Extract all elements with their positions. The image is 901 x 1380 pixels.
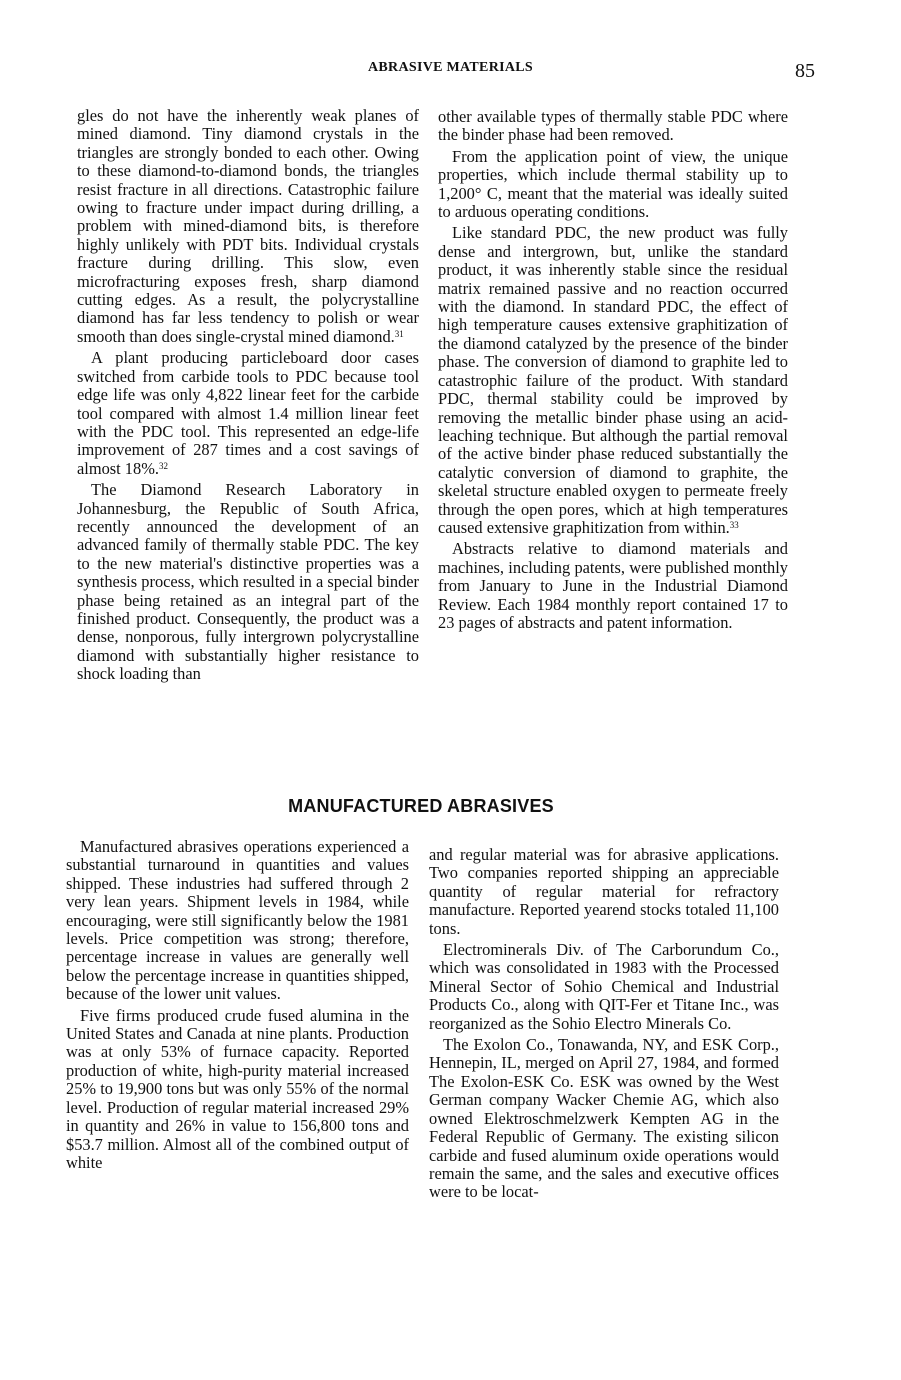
running-title: ABRASIVE MATERIALS xyxy=(367,60,533,75)
paragraph: A plant producing particleboard door cases switched from carbide tools to PDC because tool edge life was only 4,822 linear feet for the carbide tool compared with almost 1.4 million linear feet with the PDC tool. This represented an edge-life improvement of 287 times and a cost savings of almost 18%.$^{32}$ xyxy=(77,348,419,478)
footnote-ref: 33 xyxy=(729,519,739,530)
section2-right-column xyxy=(429,846,779,1205)
footnote-ref: 31 xyxy=(394,328,404,339)
paragraph: gles do not have the inherently weak planes of mined diamond. Tiny diamond crystals in the triangles are strongly bonded to each other. Owing to these diamond-to-diamond bonds, the triangles resist fracture in all directions. Catastrophic failure owing to fracture under impact during drilling, a problem with mined-diamond bits, is therefore highly unlikely with PDT bits. Individual crystals fracture during drilling. This slow, even microfracturing exposes fresh, sharp diamond cutting edges. As a result, the polycrystalline diamond has far less tendency to polish or wear smooth than does single-crystal mined diamond.$^{31}$ xyxy=(77,106,419,346)
paragraph: other available types of thermally stable PDC where the binder phase had been removed. xyxy=(438,107,788,145)
paragraph: Abstracts relative to diamond materials and machines, including patents, were published monthly from January to June in the Industrial Diamond Review. Each 1984 monthly report contained 17 to 23 pages of abstracts and patent information. xyxy=(438,539,788,632)
paragraph: and regular material was for abrasive applications. Two companies reported shipping an appreciable quantity of regular material for refractory manufacture. Reported yearend stocks totaled 11,100 tons. xyxy=(429,845,779,938)
section2-left-column xyxy=(66,838,409,1175)
paragraph: Manufactured abrasives operations experienced a substantial turnaround in quantities and values shipped. These industries had suffered through 2 very lean years. Shipment levels in 1984, while encouraging, were still significantly below the 1981 levels. Price competition was strong; therefore, percentage increase in values are generally well below the percentage increase in quantities shipped, because of the lower unit values. xyxy=(66,837,409,1004)
paragraph: The Diamond Research Laboratory in Johannesburg, the Republic of South Africa, recently announced the development of an advanced family of thermally stable PDC. The key to the new material's distinctive properties was a synthesis process, which resulted in a special binder phase being retained as an integral part of the finished product. Consequently, the product was a dense, nonporous, fully intergrown polycrystalline diamond with substantially higher resistance to shock loading than xyxy=(77,480,419,684)
page-number: 85 xyxy=(795,60,815,82)
paragraph: Electrominerals Div. of The Carborundum Co., which was consolidated in 1983 with the Processed Mineral Sector of Sohio Chemical and Industrial Products Co., along with QIT-Fer et Titane Inc., was reorganized as the Sohio Electro Minerals Co. xyxy=(429,940,779,1033)
paragraph: The Exolon Co., Tonawanda, NY, and ESK Corp., Hennepin, IL, merged on April 27, 1984, and formed The Exolon-ESK Co. ESK was owned by the West German company Wacker Chemie AG, which also owned Elektroschmelzwerk Kempten AG in the Federal Republic of Germany. The existing silicon carbide and fused aluminum oxide operations would remain the same, and the sales and executive offices were to be locat- xyxy=(429,1035,779,1202)
footnote-ref: 32 xyxy=(158,460,168,471)
section-heading: MANUFACTURED ABRASIVES xyxy=(288,796,554,816)
section1-right-column xyxy=(438,108,788,635)
section1-left-column xyxy=(77,107,419,687)
paragraph: From the application point of view, the unique properties, which include thermal stability up to 1,200° C, meant that the material was ideally suited to arduous operating conditions. xyxy=(438,146,788,222)
paragraph: Five firms produced crude fused alumina in the United States and Canada at nine plants. Production was at only 53% of furnace capacity. Reported production of white, high-purity material increased 25% to 19,900 tons but was only 55% of the normal level. Production of regular material increased 29% in quantity and 26% in value to 156,800 tons and $53.7 million. Almost all of the combined output of white xyxy=(66,1005,409,1172)
paragraph: Like standard PDC, the new product was fully dense and intergrown, but, unlike the standard product, it was inherently stable since the residual matrix remained passive and no reaction occurred with the diamond. In standard PDC, the effect of high temperature causes extensive graphitization of the diamond catalyzed by the presence of the binder phase. The conversion of diamond to graphite led to catastrophic failure of the product. With standard PDC, thermal stability could be improved by removing the metallic binder phase using an acid-leaching technique. But although the partial removal of the active binder phase reduced substantially the catalytic conversion of diamond to graphite, the skeletal structure enabled oxygen to permeate freely through the open pores, which at high temperatures caused extensive graphitization from within.$^{33}$ xyxy=(438,223,788,537)
